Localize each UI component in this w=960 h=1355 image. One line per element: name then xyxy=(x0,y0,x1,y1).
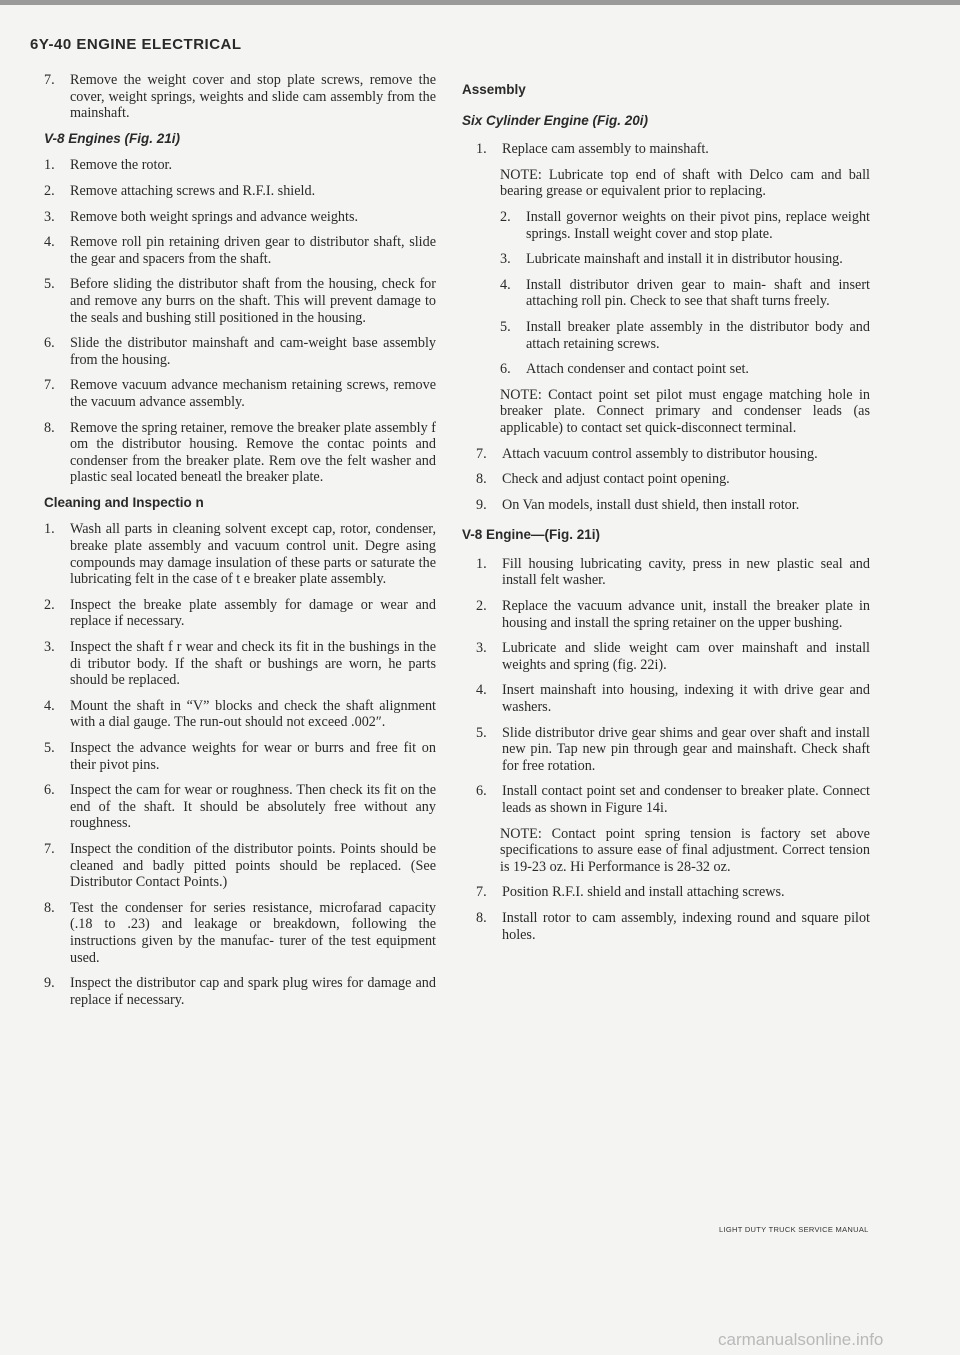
item-number: 5. xyxy=(44,740,55,756)
item-number: 9. xyxy=(476,496,487,513)
list-item xyxy=(476,598,870,631)
list-item xyxy=(476,725,870,775)
v8-assembly-list-a xyxy=(462,556,870,817)
item-text: Insert mainshaft into housing, indexing it with drive gear and washers. xyxy=(502,682,870,716)
list-item xyxy=(44,72,436,122)
list-item xyxy=(44,841,436,891)
item-text: Install distributor driven gear to main- shaft and insert attaching roll pin. Check to see that shaft turns freely. xyxy=(526,276,870,310)
list-item xyxy=(44,335,436,368)
item-text: Remove attaching screws and R.F.I. shield. xyxy=(70,182,316,199)
item-number: 6. xyxy=(476,783,487,800)
list-item xyxy=(44,900,436,966)
list-item xyxy=(476,640,870,673)
section-heading-v8-disassembly: V-8 Engines (Fig. 21i) xyxy=(44,130,181,146)
item-text: Remove the spring retainer, remove the breaker plate assembly f om the distributor housing. Remove the contac points and condenser from the breaker plate. Rem ove the felt washer and plastic seal located beneatl the breaker plate. xyxy=(70,419,436,486)
item-text: Inspect the cam for wear or roughness. Then check its fit on the end of the shaft. It should be absolutely free without any roughness. xyxy=(70,782,436,832)
item-text: Slide distributor drive gear shims and gear over shaft and install new pin. Tap new pin through gear and mainshaft. Check shaft for free rotation. xyxy=(502,724,870,774)
item-text: Inspect the advance weights for wear or burrs and free fit on their pivot pins. xyxy=(70,740,436,773)
item-text: Wash all parts in cleaning solvent except cap, rotor, condenser, breake plate assembly and vacuum control unit. Degre asing compounds may damage insulation of these parts or saturate the lubricating felt in the case of t e breaker plate assembly. xyxy=(70,521,436,588)
item-text: Remove both weight springs and advance weights. xyxy=(70,208,359,225)
item-text: Remove vacuum advance mechanism retaining screws, remove the vacuum advance assembly. xyxy=(70,377,436,410)
item-text: Test the condenser for series resistance, microfarad capacity (.18 to .23) and leakage or breakdown, following the instructions given by the manufac- turer of the test equipment used. xyxy=(70,899,436,966)
item-text: Lubricate mainshaft and install it in distributor housing. xyxy=(526,251,843,268)
note-text: NOTE: Contact point set pilot must engage matching hole in breaker plate. Connect primary and condenser leads (as applicable) to contact set quick-disconnect terminal. xyxy=(500,386,870,436)
list-item xyxy=(44,740,436,773)
list-item xyxy=(476,682,870,715)
section-heading-cleaning: Cleaning and Inspectio n xyxy=(44,494,204,510)
list-item xyxy=(44,639,436,689)
item-number: 6. xyxy=(44,782,55,799)
list-item xyxy=(476,141,870,158)
list-item xyxy=(476,556,870,589)
item-number: 4. xyxy=(500,276,511,293)
item-number: 3. xyxy=(44,208,55,225)
item-text: Position R.F.I. shield and install attaching screws. xyxy=(502,884,785,901)
watermark: carmanualsonline.info xyxy=(718,1330,884,1349)
list-item xyxy=(476,497,870,514)
list-item xyxy=(476,471,870,488)
v8-assembly-list-b xyxy=(462,884,870,943)
item-text: Replace cam assembly to mainshaft. xyxy=(502,141,709,158)
section-heading-v8-assembly: V-8 Engine—(Fig. 21i) xyxy=(462,527,601,543)
list-item xyxy=(44,782,436,832)
list-item xyxy=(44,276,436,326)
list-item xyxy=(44,183,436,200)
list-item xyxy=(44,597,436,630)
list-item xyxy=(44,209,436,226)
section-heading-assembly: Assembly xyxy=(462,82,526,97)
item-number: 3. xyxy=(500,251,511,268)
item-text: Mount the shaft in “V” blocks and check the shaft alignment with a dial gauge. The run-out should not exceed .002″. xyxy=(70,697,436,731)
item-text: Attach condenser and contact point set. xyxy=(526,361,749,378)
item-text: Attach vacuum control assembly to distributor housing. xyxy=(502,445,818,462)
item-number: 8. xyxy=(476,471,487,488)
item-text: Inspect the distributor cap and spark plug wires for damage and replace if necessary. xyxy=(70,975,436,1008)
list-item xyxy=(500,361,870,378)
list-item xyxy=(476,783,870,816)
item-number: 7. xyxy=(44,377,55,394)
item-number: 7. xyxy=(44,72,55,88)
list-item xyxy=(476,446,870,463)
item-number: 8. xyxy=(44,899,55,916)
item-number: 7. xyxy=(476,884,487,901)
item-number: 2. xyxy=(44,596,55,613)
note-text: NOTE: Lubricate top end of shaft with Delco cam and ball bearing grease or equivalent prior to replacing. xyxy=(500,166,870,200)
list-item xyxy=(500,319,870,352)
item-text: Install breaker plate assembly in the distributor body and attach retaining screws. xyxy=(526,318,870,352)
list-item xyxy=(44,975,436,1008)
item-number: 5. xyxy=(476,724,487,741)
top-border xyxy=(0,0,960,5)
item-number: 7. xyxy=(44,840,55,857)
item-number: 8. xyxy=(476,909,487,926)
item-number: 1. xyxy=(476,141,487,158)
item-number: 2. xyxy=(476,598,487,615)
item-number: 5. xyxy=(500,318,511,335)
list-item xyxy=(476,910,870,943)
item-number: 1. xyxy=(476,555,487,572)
list-item xyxy=(500,209,870,242)
list-item xyxy=(44,521,436,587)
item-text: Inspect the condition of the distributor points. Points should be cleaned and badly pitted points should be replaced. (See Distributor Contact Points.) xyxy=(70,840,436,891)
note-text: NOTE: Contact point spring tension is factory set above specifications to assure ease of final adjustment. Correct tension is 19-23 oz. Hi Performance is 28-32 oz. xyxy=(500,825,870,875)
item-number: 5. xyxy=(44,276,55,293)
item-text: Inspect the shaft f r wear and check its fit in the bushings in the di tributor body. If the shaft or bushings are worn, he parts should be replaced. xyxy=(70,639,436,689)
v8-disassembly-list xyxy=(44,157,436,486)
item-number: 4. xyxy=(44,234,55,251)
item-text: Remove the rotor. xyxy=(70,157,173,174)
item-number: 4. xyxy=(44,697,55,714)
item-text: Check and adjust contact point opening. xyxy=(502,471,730,488)
list-item xyxy=(44,698,436,731)
item-number: 1. xyxy=(44,157,55,174)
footer-manual-title: LIGHT DUTY TRUCK SERVICE MANUAL xyxy=(719,1225,869,1234)
item-text: Replace the vacuum advance unit, install the breaker plate in housing and install the spring retainer on the upper bushing. xyxy=(502,598,870,631)
item-text: Before sliding the distributor shaft from the housing, check for and remove any burrs on the shaft. This will prevent damage to the seals and bushing still positioned in the housing. xyxy=(70,276,436,326)
item-number: 3. xyxy=(44,639,55,656)
item-text: On Van models, install dust shield, then install rotor. xyxy=(502,496,800,513)
item-number: 6. xyxy=(44,335,55,352)
six-cylinder-nested-list xyxy=(500,209,870,378)
list-item xyxy=(476,884,870,901)
left-column xyxy=(44,72,436,1017)
list-item xyxy=(44,234,436,267)
six-cylinder-end-list xyxy=(462,446,870,514)
list-item xyxy=(500,277,870,310)
list-item xyxy=(500,251,870,268)
item-text: Lubricate and slide weight cam over mainshaft and install weights and spring (fig. 22i). xyxy=(502,640,870,673)
item-number: 1. xyxy=(44,521,55,538)
item-number: 8. xyxy=(44,419,55,436)
item-number: 4. xyxy=(476,682,487,699)
item-number: 2. xyxy=(500,208,511,225)
item-number: 7. xyxy=(476,445,487,462)
item-text: Fill housing lubricating cavity, press in new plastic seal and install felt washer. xyxy=(502,555,870,589)
item-text: Slide the distributor mainshaft and cam-weight base assembly from the housing. xyxy=(70,335,436,368)
page-header: 6Y-40 ENGINE ELECTRICAL xyxy=(30,36,242,53)
right-column xyxy=(462,82,870,952)
item-number: 3. xyxy=(476,640,487,657)
item-text: Remove the weight cover and stop plate screws, remove the cover, weight springs, weights and slide cam assembly from the mainshaft. xyxy=(70,72,436,122)
item-text: Install governor weights on their pivot pins, replace weight springs. Install weight cover and stop plate. xyxy=(526,208,870,242)
item-text: Install contact point set and condenser to breaker plate. Connect leads as shown in Figure 14i. xyxy=(502,783,870,816)
item-number: 6. xyxy=(500,361,511,378)
item-text: Remove roll pin retaining driven gear to distributor shaft, slide the gear and spacers from the shaft. xyxy=(70,234,436,267)
cleaning-list xyxy=(44,521,436,1008)
item-number: 2. xyxy=(44,182,55,199)
list-item xyxy=(44,377,436,410)
item-text: Inspect the breake plate assembly for damage or wear and replace if necessary. xyxy=(70,596,436,630)
item-number: 9. xyxy=(44,975,55,992)
item-text: Install rotor to cam assembly, indexing round and square pilot holes. xyxy=(502,909,870,943)
section-heading-six-cylinder: Six Cylinder Engine (Fig. 20i) xyxy=(462,112,649,128)
list-item xyxy=(44,157,436,174)
list-item xyxy=(44,420,436,486)
